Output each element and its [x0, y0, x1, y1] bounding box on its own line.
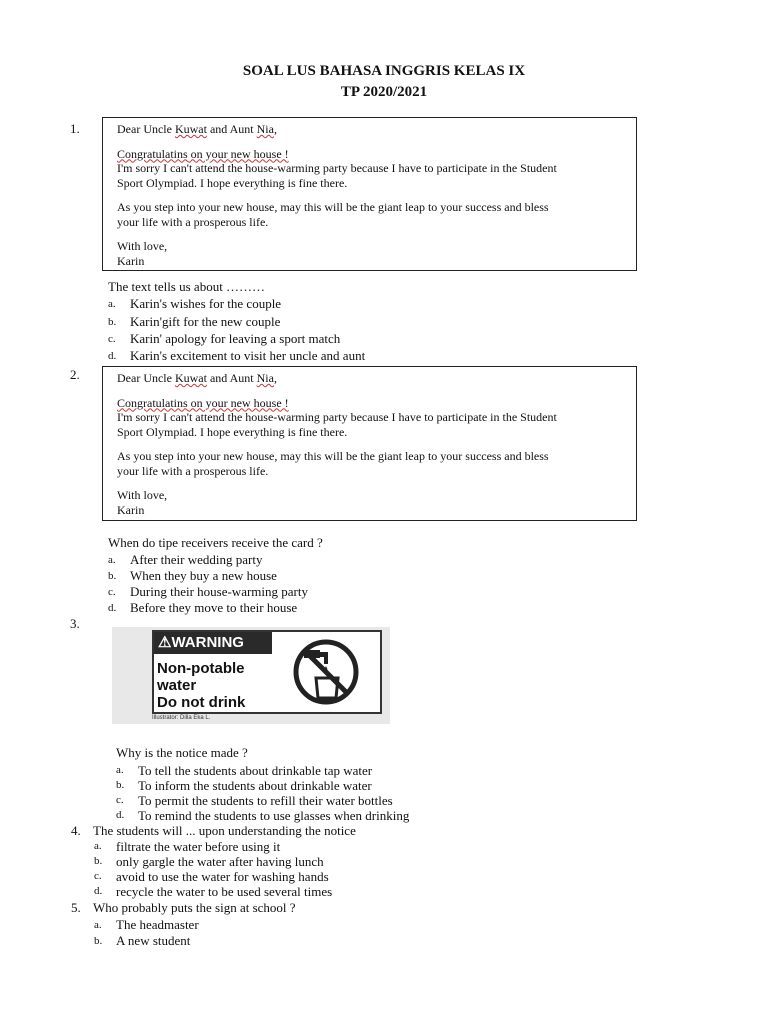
- illustrator-credit: Illustrator: Dilla Eka L.: [152, 715, 211, 721]
- question-2-stem: When do tipe receivers receive the card ?: [108, 535, 323, 550]
- letter-para1-line2: Sport Olympiad. I hope everything is fine there.: [117, 424, 348, 439]
- letter-para1-line2: Sport Olympiad. I hope everything is fine there.: [117, 175, 348, 190]
- question-2-options: [108, 552, 308, 616]
- question-3-stem: Why is the notice made ?: [116, 745, 248, 760]
- letter-para2-line2: your life with a prosperous life.: [117, 463, 269, 478]
- letter-congrats: Congratulatins on your new house !: [117, 395, 289, 410]
- option-d[interactable]: d. Karin's excitement to visit her uncle and aunt: [108, 348, 366, 363]
- question-number-1: 1.: [70, 121, 80, 136]
- letter-para1-line1: I'm sorry I can't attend the house-warming party because I have to participate in the Student: [117, 410, 557, 424]
- letter-closing: With love,: [117, 488, 168, 502]
- letter-box-2: [102, 366, 637, 521]
- warning-header: ⚠WARNING: [154, 632, 272, 654]
- option-d[interactable]: d. recycle the water to be used several times: [94, 884, 333, 899]
- option-a[interactable]: a. filtrate the water before using it: [94, 839, 281, 854]
- letter-box-1: [102, 117, 637, 271]
- letter-greeting: Dear Uncle Kuwat and Aunt Nia,: [117, 371, 277, 385]
- letter-para2-line2: your life with a prosperous life.: [117, 214, 269, 229]
- question-5-options: [94, 917, 199, 949]
- warning-text: Non-potable water Do not drink: [157, 660, 246, 711]
- title-line-1: SOAL LUS BAHASA INGGRIS KELAS IX: [242, 63, 526, 79]
- question-number-5: 5.: [71, 900, 81, 915]
- no-drinking-water-icon: [276, 634, 376, 710]
- option-b[interactable]: b. Karin'gift for the new couple: [108, 314, 281, 329]
- option-a[interactable]: a. Karin's wishes for the couple: [108, 296, 282, 311]
- question-number-3: 3.: [70, 616, 80, 631]
- option-b[interactable]: b. only gargle the water after having lunch: [94, 854, 324, 869]
- question-5-stem: 5. Who probably puts the sign at school ?: [71, 900, 296, 915]
- warning-sign: [152, 630, 382, 714]
- option-a[interactable]: a. To tell the students about drinkable tap water: [116, 763, 373, 778]
- letter-para1-line1: I'm sorry I can't attend the house-warming party because I have to participate in the Student: [117, 161, 557, 175]
- letter-signature: Karin: [117, 502, 145, 517]
- option-c[interactable]: c. During their house-warming party: [108, 584, 308, 599]
- option-c[interactable]: c. avoid to use the water for washing hands: [94, 869, 329, 884]
- question-1-stem: The text tells us about ………: [108, 279, 266, 294]
- title-line-2: TP 2020/2021: [340, 84, 428, 100]
- question-1-options: [108, 296, 365, 365]
- letter-congrats: Congratulatins on your new house !: [117, 146, 289, 161]
- option-a[interactable]: a. The headmaster: [94, 917, 199, 932]
- option-c[interactable]: c. To permit the students to refill their water bottles: [116, 793, 393, 808]
- option-d[interactable]: d. Before they move to their house: [108, 600, 298, 615]
- question-number-4: 4.: [71, 823, 81, 838]
- question-3-options: [116, 763, 409, 823]
- warning-notice-image: [112, 627, 390, 724]
- letter-closing: With love,: [117, 239, 168, 253]
- letter-greeting: Dear Uncle Kuwat and Aunt Nia,: [117, 122, 277, 136]
- option-b[interactable]: b. A new student: [94, 933, 191, 948]
- letter-para2-line1: As you step into your new house, may this will be the giant leap to your success and bless: [117, 449, 549, 463]
- option-b[interactable]: b. When they buy a new house: [108, 568, 277, 583]
- option-c[interactable]: c. Karin' apology for leaving a sport match: [108, 331, 341, 346]
- letter-signature: Karin: [117, 253, 145, 268]
- option-d[interactable]: d. To remind the students to use glasses when drinking: [116, 808, 410, 823]
- question-4-stem: 4. The students will ... upon understanding the notice: [71, 823, 356, 838]
- question-4-options: [94, 839, 332, 899]
- question-number-2: 2.: [70, 367, 80, 382]
- letter-para2-line1: As you step into your new house, may this will be the giant leap to your success and bless: [117, 200, 549, 214]
- option-a[interactable]: a. After their wedding party: [108, 552, 263, 567]
- option-b[interactable]: b. To inform the students about drinkable water: [116, 778, 372, 793]
